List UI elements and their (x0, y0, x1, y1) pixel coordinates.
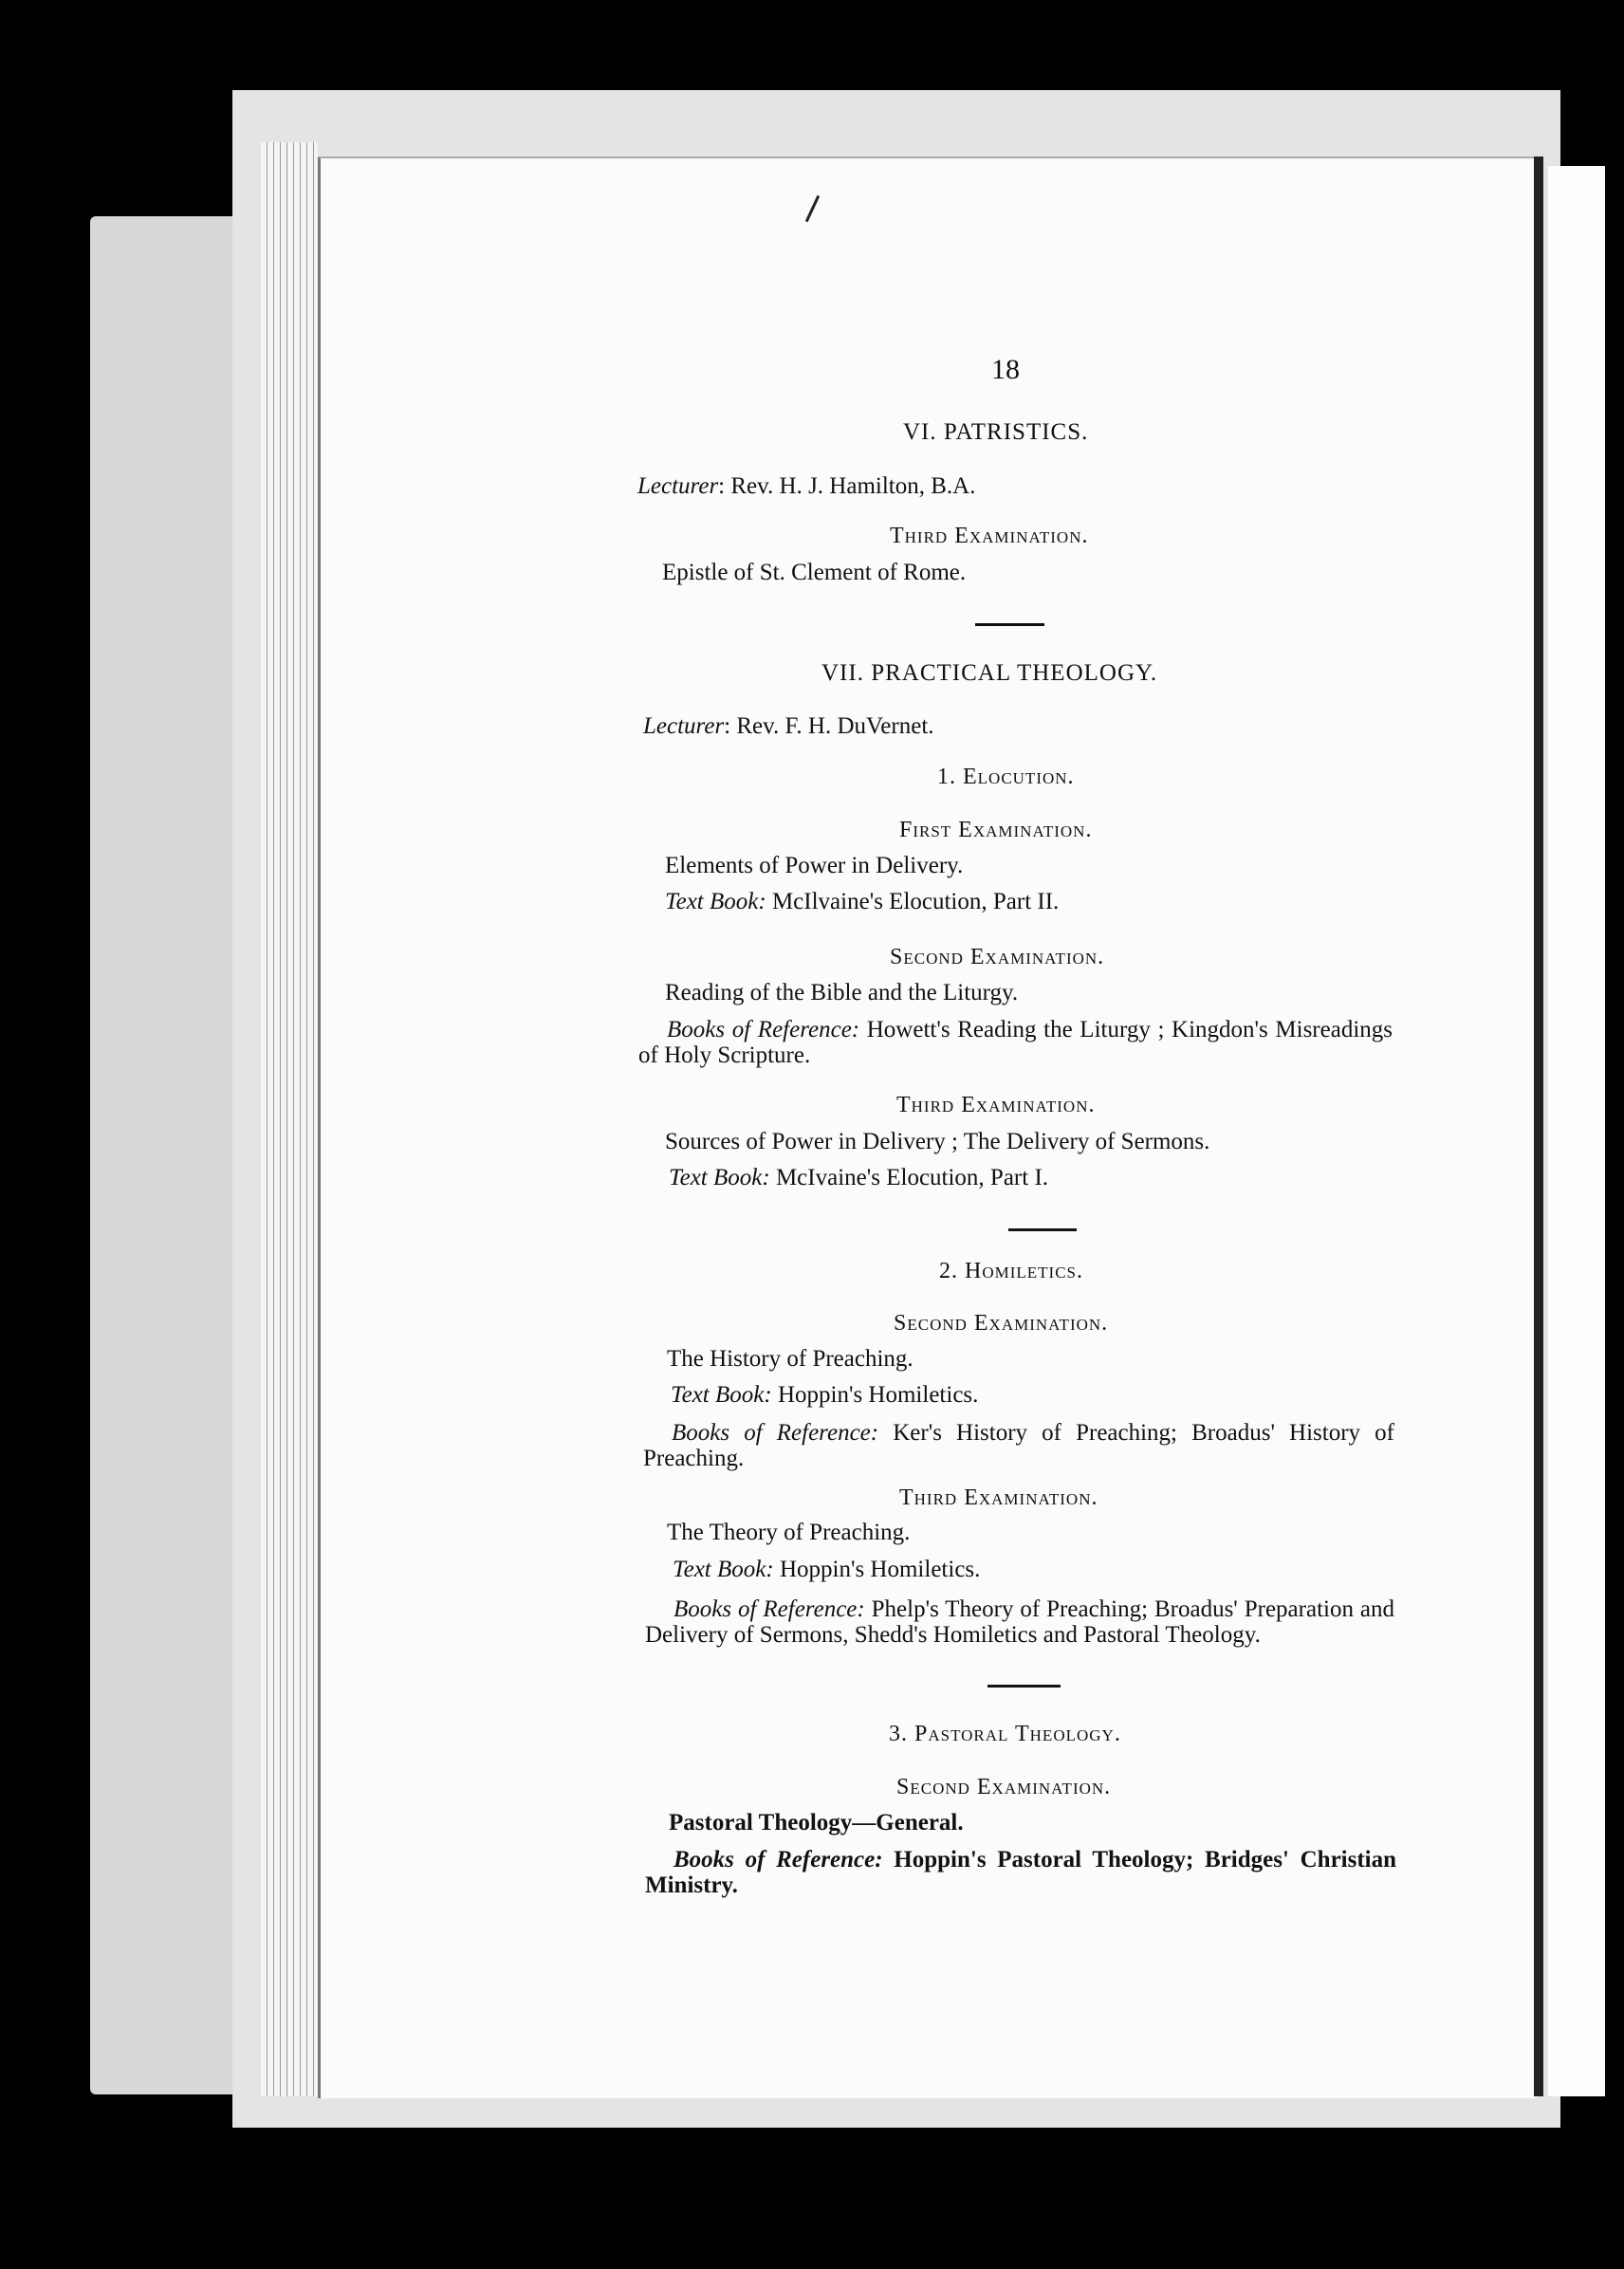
homiletics-second-references (643, 1420, 1394, 1471)
elocution-third-text: Sources of Power in Delivery ; The Delivery of Sermons. (665, 1129, 1210, 1154)
practical-lecturer (643, 714, 934, 738)
subsection-heading-homiletics: 2. Homiletics. (939, 1259, 1083, 1283)
subsection-heading-pastoral-theology: 3. Pastoral Theology. (889, 1722, 1121, 1746)
lecturer-name: : Rev. F. H. DuVernet. (724, 713, 934, 739)
lecturer-name: : Rev. H. J. Hamilton, B.A. (718, 473, 976, 499)
references-value: Hoppin's Pastoral Theology; Bridges' Christian Ministry. (645, 1847, 1397, 1898)
subsection-heading-elocution: 1. Elocution. (937, 765, 1075, 789)
patristics-lecturer (637, 474, 975, 498)
pastoral-second-references (645, 1847, 1396, 1898)
patristics-third-exam: Third Examination. (890, 524, 1089, 548)
homiletics-second-textbook (671, 1383, 978, 1407)
references-label: Books of Reference: (667, 1017, 860, 1042)
textbook-value: Hoppin's Homiletics. (779, 1557, 981, 1582)
elocution-first-exam: First Examination. (899, 818, 1093, 842)
lecturer-label: Lecturer (643, 713, 725, 739)
facing-page-edge (1548, 166, 1605, 2096)
textbook-label: Text Book: (669, 1165, 770, 1190)
binding-shadow (1534, 157, 1543, 2096)
textbook-label: Text Book: (671, 1382, 772, 1408)
textbook-label: Text Book: (673, 1557, 774, 1582)
references-value: Phelp's Theory of Preaching; Broadus' Preparation and Delivery of Sermons, Shedd's Homiletics and Pastoral Theology. (645, 1596, 1394, 1648)
references-label: Books of Reference: (672, 1420, 879, 1446)
elocution-second-references (638, 1017, 1393, 1068)
homiletics-second-exam: Second Examination. (894, 1311, 1109, 1336)
elocution-second-text: Reading of the Bible and the Liturgy. (665, 980, 1019, 1005)
textbook-value: Hoppin's Homiletics. (777, 1382, 979, 1408)
references-label: Books of Reference: (674, 1596, 865, 1622)
page-edges (261, 142, 318, 2096)
elocution-first-textbook (665, 890, 1059, 913)
subsection-divider (987, 1685, 1061, 1688)
references-value: Ker's History of Preaching; Broadus' History of Preaching. (643, 1420, 1394, 1471)
pastoral-second-text: Pastoral Theology—General. (669, 1810, 964, 1835)
homiletics-third-text: The Theory of Preaching. (667, 1520, 911, 1545)
elocution-third-exam: Third Examination. (896, 1093, 1096, 1117)
references-label: Books of Reference: (674, 1847, 883, 1872)
homiletics-third-references (645, 1596, 1394, 1648)
elocution-second-exam: Second Examination. (890, 945, 1105, 969)
references-value: Howett's Reading the Liturgy ; Kingdon's Misreadings of Holy Scripture. (638, 1017, 1393, 1068)
elocution-third-textbook (669, 1166, 1048, 1190)
textbook-value: McIlvaine's Elocution, Part II. (771, 889, 1060, 914)
patristics-third-exam-text: Epistle of St. Clement of Rome. (662, 560, 967, 585)
homiletics-third-exam: Third Examination. (899, 1485, 1098, 1510)
section-divider (975, 623, 1044, 626)
section-heading-practical-theology: VII. PRACTICAL THEOLOGY. (821, 660, 1158, 686)
textbook-label: Text Book: (665, 889, 766, 914)
pastoral-second-exam: Second Examination. (896, 1775, 1112, 1799)
page-number: 18 (991, 354, 1020, 385)
homiletics-third-textbook (673, 1558, 980, 1581)
elocution-first-text: Elements of Power in Delivery. (665, 853, 964, 878)
section-heading-patristics: VI. PATRISTICS. (903, 419, 1089, 445)
lecturer-label: Lecturer (637, 473, 719, 499)
textbook-value: McIvaine's Elocution, Part I. (775, 1165, 1049, 1190)
subsection-divider (1008, 1228, 1077, 1231)
homiletics-second-text: The History of Preaching. (667, 1346, 914, 1372)
document-page (318, 157, 1537, 2098)
